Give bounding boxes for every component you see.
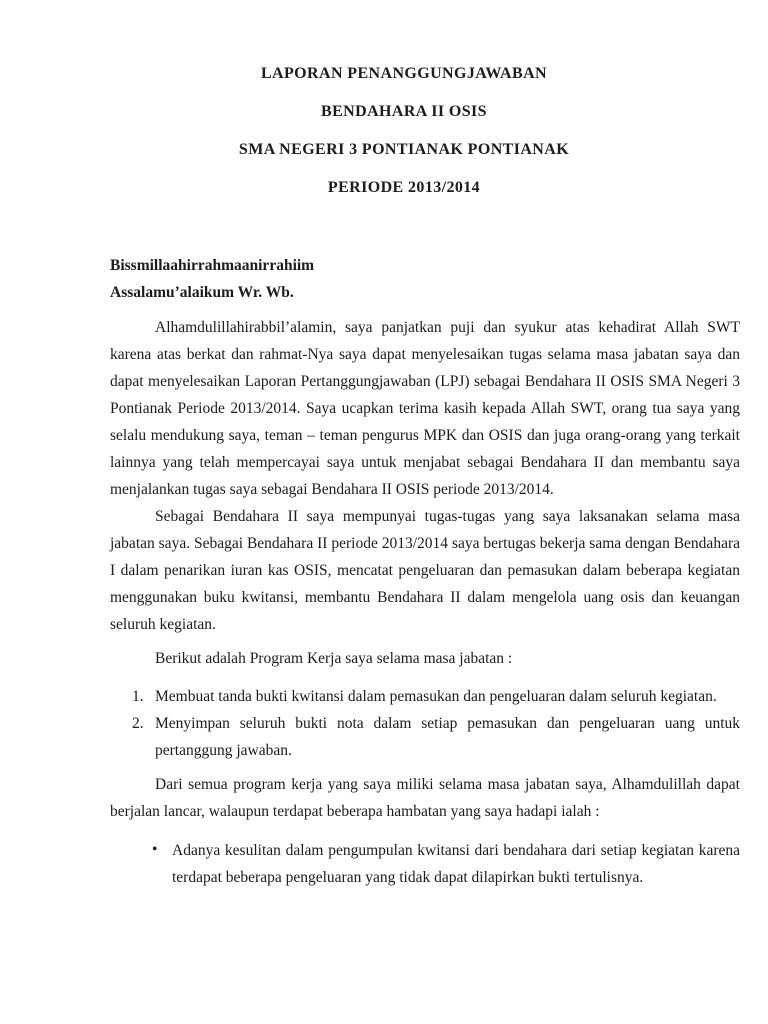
report-title-line-2: BENDAHARA II OSIS bbox=[321, 103, 487, 120]
bullet-icon: • bbox=[152, 841, 158, 858]
paragraph-opening: Alhamdulillahirabbil’alamin, saya panjatkan puji dan syukur atas kehadirat Allah SWT karena atas berkat dan rahmat-Nya saya dapat menyelesaikan tugas selama masa jabatan saya dan dapat menyelesaikan Laporan Pertanggungjawaban (LPJ) sebagai Bendahara II OSIS SMA Negeri 3 Pontianak Periode 2013/2014. Saya ucapkan terima kasih kepada Allah SWT, orang tua saya yang selalu mendukung saya, teman – teman pengurus MPK dan OSIS dan juga orang-orang yang terkait lainnya yang telah mempercayai saya untuk menjabat sebagai Bendahara II dan membantu saya menjalankan tugas saya sebagai Bendahara II OSIS periode 2013/2014. bbox=[110, 319, 740, 498]
bismillah-line: Bissmillaahirrahmaanirrahiim bbox=[110, 257, 315, 274]
report-body bbox=[110, 252, 740, 891]
list-item bbox=[110, 837, 740, 891]
paragraph-tugas: Sebagai Bendahara II saya mempunyai tugas-tugas yang saya laksanakan selama masa jabatan saya. Sebagai Bendahara II periode 2013/2014 saya bertugas bekerja sama dengan Bendahara I dalam penarikan iuran kas OSIS, mencatat pengeluaran dan pemasukan dalam beberapa kegiatan menggunakan buku kwitansi, membantu Bendahara II dalam mengelola uang osis dan keuangan seluruh kegiatan. bbox=[110, 508, 740, 633]
hambatan-list bbox=[110, 837, 740, 891]
assalamualaikum-line: Assalamu’alaikum Wr. Wb. bbox=[110, 284, 294, 301]
report-title-line-3: SMA NEGERI 3 PONTIANAK PONTIANAK bbox=[238, 141, 570, 158]
list-item-number: 2. bbox=[132, 715, 144, 732]
program-kerja-list bbox=[110, 683, 740, 764]
report-title-line-1: LAPORAN PENANGGUNGJAWABAN bbox=[260, 65, 547, 82]
list-item-text: Menyimpan seluruh bukti nota dalam setiap pemasukan dan pengeluaran uang untuk pertanggung jawaban. bbox=[155, 715, 740, 759]
paragraph-hambatan-intro: Dari semua program kerja yang saya miliki selama masa jabatan saya, Alhamdulillah dapat berjalan lancar, walaupun terdapat beberapa hambatan yang saya hadapi ialah : bbox=[110, 776, 740, 820]
report-title-line-4: PERIODE 2013/2014 bbox=[327, 179, 481, 196]
list-item bbox=[110, 710, 740, 764]
list-item bbox=[110, 683, 740, 710]
paragraph-program-kerja-intro: Berikut adalah Program Kerja saya selama masa jabatan : bbox=[155, 650, 513, 667]
list-item-text: Adanya kesulitan dalam pengumpulan kwitansi dari bendahara dari setiap kegiatan karena terdapat beberapa pengeluaran yang tidak dapat dilapirkan bukti tertulisnya. bbox=[172, 842, 740, 886]
list-item-number: 1. bbox=[132, 688, 144, 705]
report-title-block bbox=[68, 66, 740, 196]
list-item-text: Membuat tanda bukti kwitansi dalam pemasukan dan pengeluaran dalam seluruh kegiatan. bbox=[155, 688, 717, 705]
